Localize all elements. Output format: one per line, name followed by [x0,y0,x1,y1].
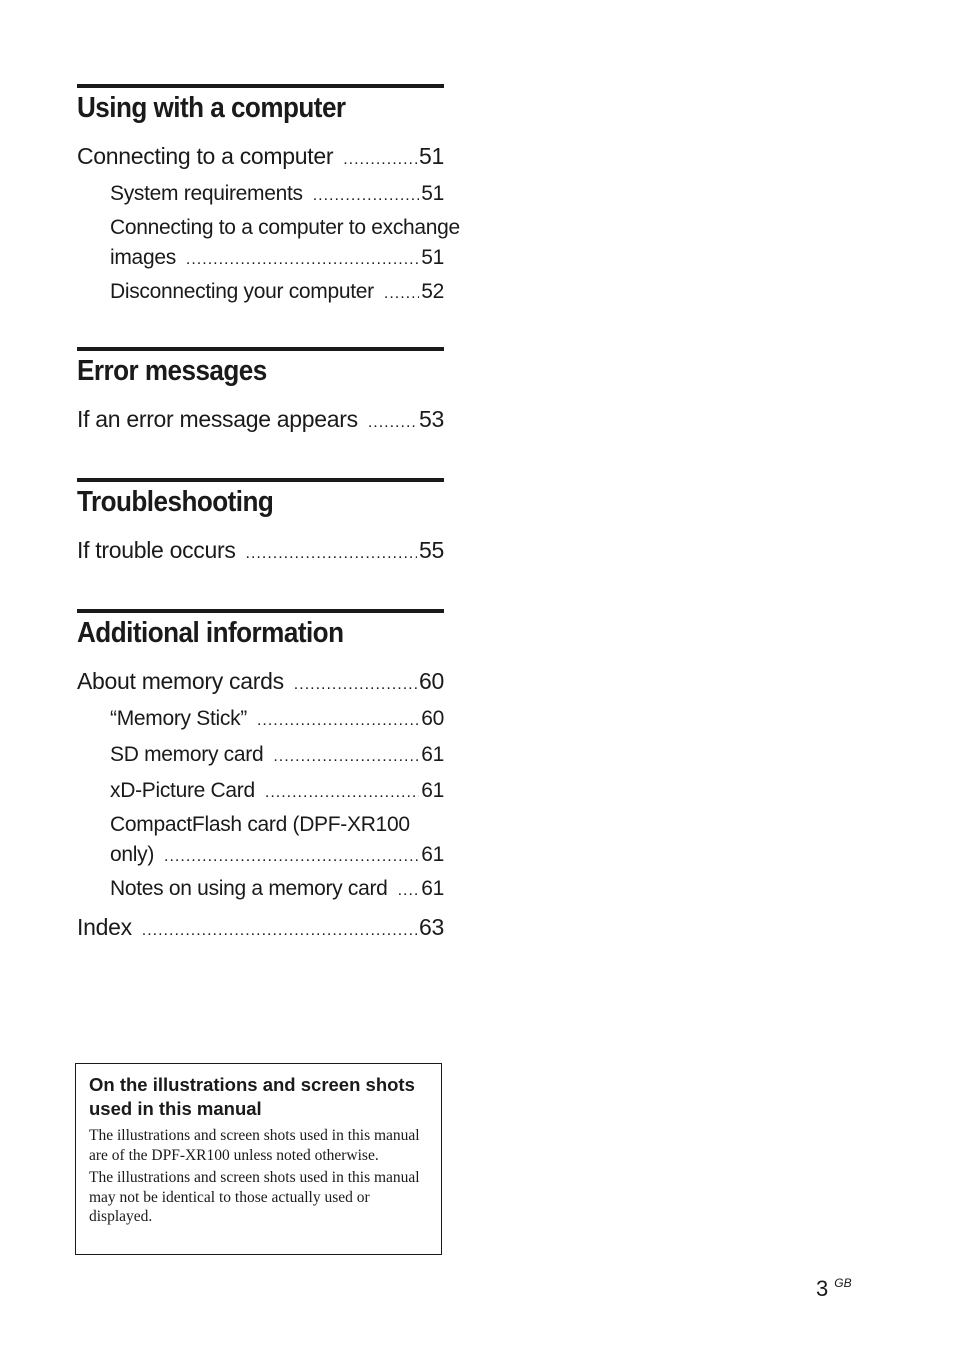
leader-dots [384,277,419,311]
leader-dots [265,776,419,810]
toc-entry-label-cont: only) [110,843,155,866]
leader-dots [142,914,417,948]
toc-entry-page: 55 [419,537,444,563]
leader-dots [246,537,417,571]
note-paragraph: The illustrations and screen shots used in this manual may not be identical to those actually used or displayed. [89,1169,420,1225]
note-title: On the illustrations and screen shots used in this manual [89,1074,415,1119]
page-number [816,1276,852,1302]
toc-entry[interactable] [77,664,444,702]
leader-dots [368,406,417,440]
toc-entry-page: 52 [421,280,444,303]
toc-entry-label: About memory cards [77,668,284,694]
leader-dots [164,842,419,872]
section-rule [77,84,444,88]
toc-subentry[interactable] [77,872,444,908]
toc-subentry[interactable] [77,702,444,738]
toc-entry-label: SD memory card [110,743,264,766]
toc-entry-page: 51 [419,143,444,169]
section-title: Troubleshooting [77,486,274,518]
toc-entry-line2 [110,243,444,275]
toc-entry-page: 61 [421,877,444,900]
toc-entry-page: 60 [419,668,444,694]
toc-section-using-with-computer [77,84,460,311]
toc-entry-label: CompactFlash card (DPF-XR100 [110,813,410,836]
toc-entry-page: 61 [421,843,444,866]
toc-entry[interactable] [77,402,444,440]
leader-dots [186,245,419,275]
toc-entry-label: Connecting to a computer [77,143,334,169]
section-rule [77,609,444,613]
toc-entry-label-cont: images [110,246,176,269]
toc-entry-label: Connecting to a computer to exchange [110,216,460,239]
leader-dots [273,740,419,774]
toc-entry-label: If an error message appears [77,406,358,432]
toc-subentry[interactable] [77,275,444,311]
toc-entry-page: 60 [421,707,444,730]
section-title: Additional information [77,617,344,649]
toc-subentry[interactable] [77,213,460,275]
toc-entry-page: 61 [421,743,444,766]
leader-dots [257,704,419,738]
toc-subentry[interactable] [77,810,444,872]
toc-subentry[interactable] [77,738,444,774]
leader-dots [343,143,417,177]
note-paragraph: The illustrations and screen shots used in this manual are of the DPF-XR100 unless noted otherwise. [89,1127,420,1164]
toc-entry-line2 [110,840,444,872]
toc-subentry[interactable] [77,774,444,810]
toc-entry-label: “Memory Stick” [110,707,247,730]
section-rule [77,347,444,351]
toc-entry-label: Index [77,914,132,940]
toc-subentry[interactable] [77,177,444,213]
toc-entry-label: Notes on using a memory card [110,877,388,900]
toc-entry[interactable] [77,533,444,571]
section-title: Error messages [77,355,267,387]
toc-entry-label: Disconnecting your computer [110,280,374,303]
toc-entry-page: 61 [421,779,444,802]
toc-section-additional-information [77,609,444,948]
section-rule [77,478,444,482]
toc-section-troubleshooting [77,478,444,571]
toc-entry-page: 51 [421,182,444,205]
toc-entry-page: 51 [421,246,444,269]
region-code: GB [834,1276,852,1290]
note-box [75,1063,442,1255]
toc-entry-page: 63 [419,914,444,940]
toc-entry[interactable] [77,910,444,948]
section-title: Using with a computer [77,92,346,124]
toc-section-error-messages [77,347,444,440]
leader-dots [313,179,420,213]
toc-entry-label: xD-Picture Card [110,779,255,802]
toc-entry-page: 53 [419,406,444,432]
toc-entry-label: System requirements [110,182,303,205]
page-number-value: 3 [816,1276,829,1301]
toc-entry-label: If trouble occurs [77,537,236,563]
toc-entry[interactable] [77,139,444,177]
leader-dots [398,874,420,908]
leader-dots [294,668,417,702]
